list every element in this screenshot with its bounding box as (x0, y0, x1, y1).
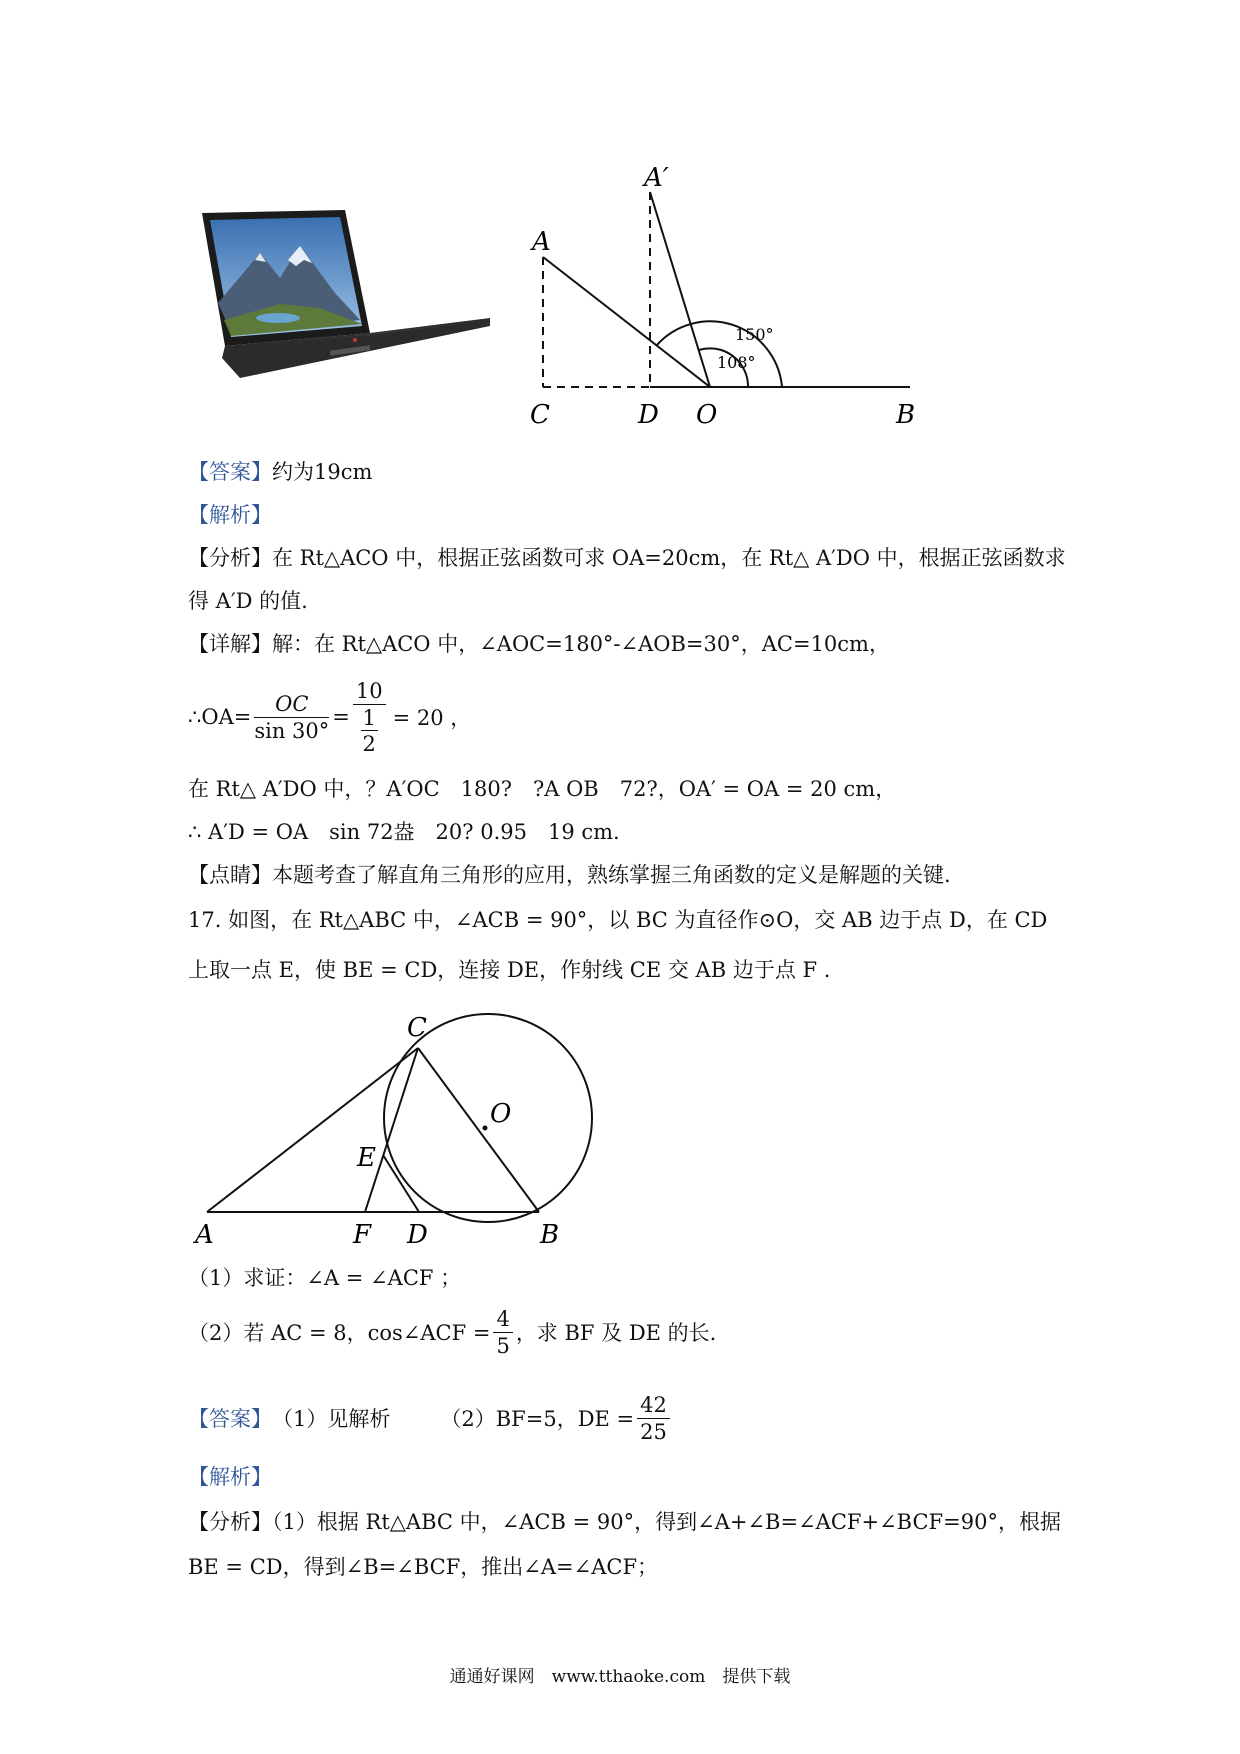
dianjing-text: 本题考查了解直角三角形的应用，熟练掌握三角函数的定义是解题的关键. (272, 863, 951, 887)
fig2-label-C: C (407, 1013, 427, 1043)
formula-num: OC (254, 691, 329, 718)
label-A-prime: A′ (644, 163, 669, 193)
answer-tag: 【答案】 (188, 460, 272, 484)
q17-fenxi-text-1: （1）根据 Rt△ABC 中，∠ACB = 90°，得到∠A+∠B=∠ACF+∠BCF=90°，根据 (272, 1510, 1061, 1534)
line-ED (383, 1155, 419, 1212)
q17-answer-p2: （2）BF=5，DE = (440, 1407, 635, 1431)
q17-answer-fraction (637, 1392, 670, 1445)
angle-label-108: 108° (717, 353, 756, 372)
formula-den2 (353, 705, 386, 757)
formula-oa (188, 672, 471, 762)
q17-part1: （1）求证：∠A = ∠ACF ； (188, 1266, 462, 1290)
formula-prefix: ∴OA= (188, 705, 252, 729)
q17-answer-tag: 【答案】 (188, 1407, 272, 1431)
detail-line-1 (188, 629, 890, 659)
label-C: C (530, 400, 550, 430)
fenxi-line-1 (188, 543, 1066, 573)
part2-suffix: ，求 BF 及 DE 的长. (515, 1321, 717, 1345)
label-D: D (638, 400, 659, 430)
q17-fenxi-line-1 (188, 1507, 1061, 1537)
line-A'O (650, 192, 710, 387)
fig2-label-O: O (490, 1099, 512, 1129)
circle-figure (185, 1000, 605, 1250)
formula-result: = 20 ， (392, 706, 472, 730)
analysis-heading (188, 500, 272, 530)
label-B: B (896, 400, 916, 430)
part2-fraction (493, 1306, 512, 1359)
dianjing-tag: 【点睛】 (188, 863, 272, 887)
analysis-tag: 【解析】 (188, 503, 272, 527)
line-AC (207, 1048, 418, 1212)
q17-part2 (188, 1300, 716, 1364)
q17-stem-line-1: 17. 如图，在 Rt△ABC 中，∠ACB = 90°，以 BC 为直径作⊙O，交 AB 边于点 D，在 CD (188, 908, 1048, 932)
q17-answer-den: 25 (640, 1419, 667, 1444)
answer-line (188, 457, 372, 487)
fig2-label-B: B (540, 1220, 560, 1250)
formula-fraction-1 (254, 691, 329, 744)
q17-analysis-tag: 【解析】 (188, 1465, 272, 1489)
detail-line-a: 在 Rt△ A′DO 中，？A′OC 180? ?A OB 72?，OA′ = OA = 20 cm， (188, 777, 897, 801)
detail-text-1: 解：在 Rt△ACO 中，∠AOC=180°-∠AOB=30°，AC=10cm， (272, 632, 890, 656)
fenxi-text-1: 在 Rt△ACO 中，根据正弦函数可求 OA=20cm，在 Rt△ A′DO 中，根据正弦函数求 (272, 546, 1066, 570)
q17-answer-p1: （1）见解析 (272, 1407, 391, 1431)
q17-analysis-heading (188, 1462, 272, 1492)
q17-fenxi-line-2: BE = CD，得到∠B=∠BCF，推出∠A=∠ACF； (188, 1555, 659, 1579)
formula-eq1: = (332, 705, 350, 729)
fig2-label-E: E (357, 1143, 376, 1173)
fenxi-line-2: 得 A′D 的值. (188, 589, 308, 613)
laptop-image (200, 208, 490, 388)
line-CB (418, 1048, 539, 1212)
dianjing-line (188, 860, 951, 890)
part2-prefix: （2）若 AC = 8，cos∠ACF = (188, 1321, 491, 1345)
q17-answer-num: 42 (637, 1392, 670, 1419)
q17-fenxi-tag: 【分析】 (188, 1510, 272, 1534)
fenxi-tag: 【分析】 (188, 546, 272, 570)
q17-answer-line (188, 1386, 673, 1450)
formula-fraction-2 (353, 678, 386, 757)
formula-inner-num: 1 (362, 705, 376, 730)
fig2-label-D: D (407, 1220, 428, 1250)
part2-den: 5 (496, 1333, 510, 1358)
angle-figure (520, 160, 940, 430)
fig2-label-A: A (195, 1220, 214, 1250)
answer-text: 约为19cm (272, 460, 373, 484)
page-footer: 通通好课网 www.tthaoke.com 提供下载 (449, 1667, 791, 1687)
label-A: A (532, 227, 551, 257)
line-AO (543, 257, 710, 387)
formula-den: sin 30° (254, 718, 330, 743)
detail-line-b: ∴ A′D = OA sin 72盎 20? 0.95 19 cm. (188, 820, 620, 844)
formula-inner-den: 2 (362, 731, 376, 756)
part2-num: 4 (493, 1306, 512, 1333)
angle-label-150: 150° (735, 325, 774, 344)
circle-O (384, 1014, 592, 1222)
q17-stem-line-2: 上取一点 E，使 BE = CD，连接 DE，作射线 CE 交 AB 边于点 F . (188, 958, 831, 982)
fig2-label-F: F (353, 1220, 372, 1250)
detail-tag: 【详解】 (188, 632, 272, 656)
formula-num2: 10 (353, 678, 386, 705)
label-O: O (696, 400, 718, 430)
